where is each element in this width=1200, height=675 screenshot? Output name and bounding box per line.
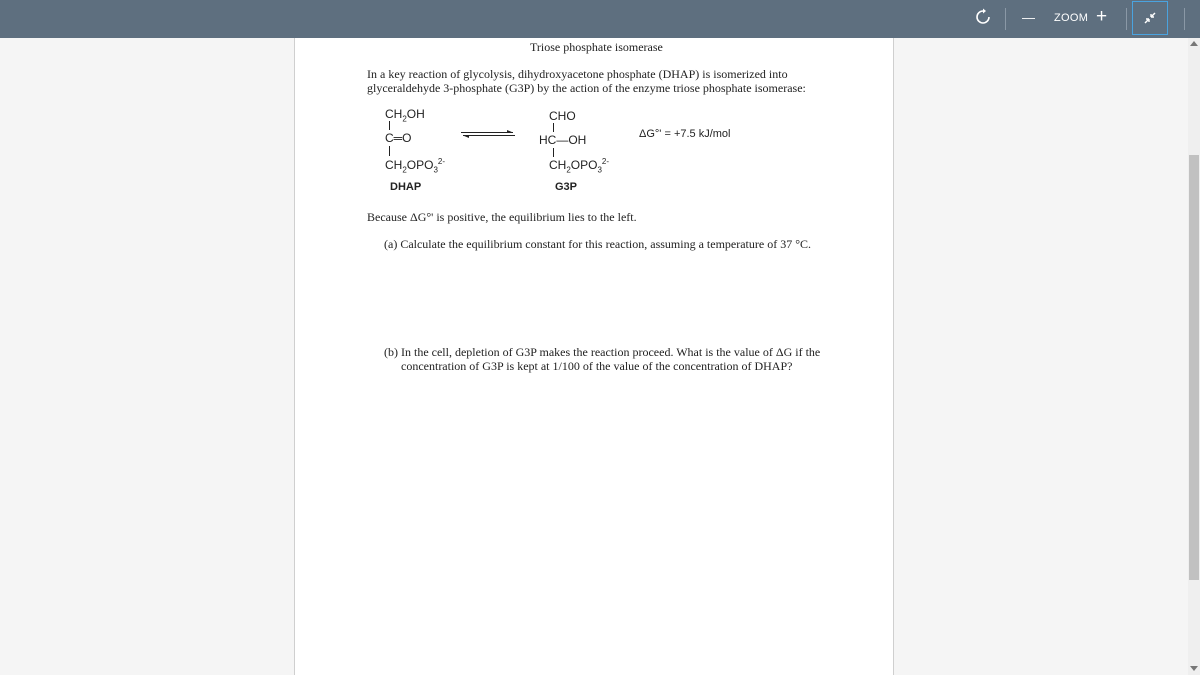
g3p-phosphate-group: $CH_2OPO_3^{2-}$	[549, 157, 610, 175]
dhap-phosphate-group: $CH_2OPO_3^{2-}$	[385, 157, 446, 175]
dhap-top-group: $CH_2OH$	[385, 107, 425, 124]
toolbar-divider	[1184, 8, 1185, 30]
intro-text-line-2: glyceraldehyde 3-phosphate (G3P) by the action of the enzyme triose phosphate isomerase:	[367, 81, 806, 95]
scroll-down-arrow-icon[interactable]	[1190, 666, 1198, 671]
zoom-label: ZOOM	[1054, 12, 1089, 24]
cut-title: Triose phosphate isomerase	[530, 40, 663, 54]
scrollbar-thumb[interactable]	[1189, 155, 1199, 580]
dhap-bond-lower	[389, 146, 390, 156]
scroll-up-arrow-icon[interactable]	[1190, 41, 1198, 46]
toolbar-divider	[1005, 8, 1006, 30]
collapse-arrows-icon	[1142, 10, 1158, 31]
toolbar-divider	[1126, 8, 1127, 30]
g3p-bond-lower	[553, 148, 554, 157]
zoom-out-button[interactable]: —	[1022, 10, 1035, 25]
part-b-question-line-2: concentration of G3P is kept at 1/100 of the value of the concentration of DHAP?	[401, 359, 793, 373]
g3p-aldehyde: CHO	[549, 109, 576, 123]
intro-text-line-1: In a key reaction of glycolysis, dihydroxyacetone phosphate (DHAP) is isomerized into	[367, 67, 788, 81]
zoom-in-button[interactable]: +	[1096, 6, 1108, 27]
g3p-label: G3P	[555, 181, 578, 193]
because-text: Because ΔG°' is positive, the equilibrium lies to the left.	[367, 210, 637, 224]
delta-g-value: ΔG°' = +7.5 kJ/mol	[639, 128, 731, 140]
dhap-carbonyl: C═O	[385, 131, 412, 145]
g3p-hydroxyl-carbon: HC—OH	[539, 133, 587, 147]
refresh-icon[interactable]	[974, 8, 992, 26]
dhap-label: DHAP	[390, 181, 422, 193]
part-a-question: (a) Calculate the equilibrium constant for this reaction, assuming a temperature of 37 °C.	[384, 237, 812, 251]
fit-page-button[interactable]	[1132, 1, 1168, 35]
g3p-bond-upper	[553, 123, 554, 132]
dhap-bond-upper	[389, 121, 390, 130]
left-gutter	[0, 38, 295, 675]
right-gutter	[893, 38, 1188, 675]
equilibrium-arrows	[460, 130, 516, 138]
viewer-toolbar	[0, 0, 1200, 38]
part-b-question-line-1: (b) In the cell, depletion of G3P makes the reaction proceed. What is the value of ΔG if the	[384, 345, 821, 359]
